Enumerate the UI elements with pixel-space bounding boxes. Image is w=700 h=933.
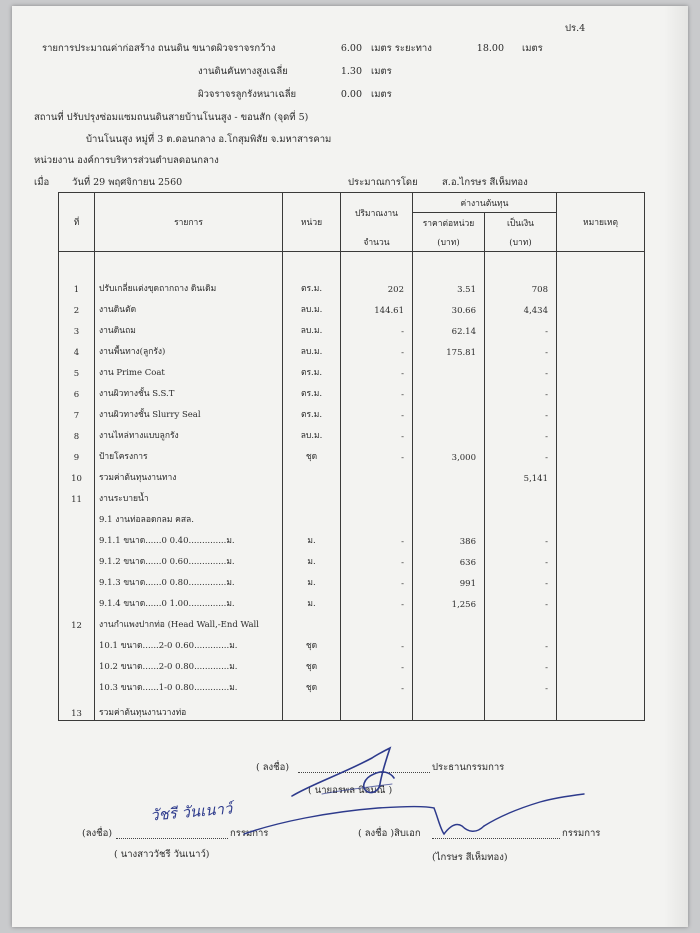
row-unit-price — [413, 359, 485, 380]
table-row — [59, 464, 645, 485]
page-number: ปร.4 — [565, 23, 586, 34]
row-quantity — [341, 464, 413, 485]
right-sign-label: ( ลงชื่อ )สิบเอก — [358, 828, 421, 839]
row-amount: - — [485, 443, 557, 464]
row-number — [59, 674, 95, 695]
right-role: กรรมการ — [562, 828, 601, 839]
row-quantity — [341, 611, 413, 632]
row-unit — [283, 506, 341, 527]
row-remark — [557, 380, 645, 401]
row-number — [59, 548, 95, 569]
row-amount: - — [485, 359, 557, 380]
row-quantity: - — [341, 359, 413, 380]
table-row — [59, 296, 645, 317]
row-quantity: - — [341, 380, 413, 401]
header-item: รายการ — [95, 193, 283, 252]
table-row — [59, 443, 645, 464]
table-row — [59, 380, 645, 401]
left-sign-line — [116, 838, 228, 839]
header-line2-label: งานดินคันทางสูงเฉลี่ย — [198, 66, 288, 77]
road-width-unit: เมตร ระยะทาง — [371, 43, 432, 54]
embankment-unit: เมตร — [371, 66, 392, 77]
table-row — [59, 569, 645, 590]
table-row — [59, 611, 645, 632]
road-width: 6.00 — [340, 43, 362, 54]
row-amount — [485, 506, 557, 527]
row-unit: ตร.ม. — [283, 401, 341, 422]
row-number — [59, 653, 95, 674]
row-number — [59, 506, 95, 527]
row-remark — [557, 401, 645, 422]
row-unit: ชุด — [283, 653, 341, 674]
row-remark — [557, 674, 645, 695]
row-unit: ลบ.ม. — [283, 317, 341, 338]
row-remark — [557, 611, 645, 632]
row-item: 10.2 ขนาด......2-0 0.80.............ม. — [95, 653, 283, 674]
row-amount: - — [485, 338, 557, 359]
project-place: สถานที่ ปรับปรุงซ่อมแซมถนนดินสายบ้านโนนสูง - ขอนสัก (จุดที่ 5) — [34, 112, 309, 123]
table-row — [59, 422, 645, 443]
row-unit-price — [413, 674, 485, 695]
row-remark — [557, 359, 645, 380]
row-unit-price — [413, 506, 485, 527]
chair-role: ประธานกรรมการ — [432, 762, 505, 773]
row-amount: - — [485, 527, 557, 548]
estimate-date: วันที่ 29 พฤศจิกายน 2560 — [72, 177, 183, 188]
row-remark — [557, 653, 645, 674]
row-number: 1 — [59, 275, 95, 296]
row-unit-price: 991 — [413, 569, 485, 590]
row-remark — [557, 338, 645, 359]
row-number: 7 — [59, 401, 95, 422]
laterite-thickness: 0.00 — [340, 89, 362, 100]
row-unit: ม. — [283, 590, 341, 611]
road-length-unit: เมตร — [522, 43, 543, 54]
project-address: บ้านโนนสูง หมู่ที่ 3 ต.ดอนกลาง อ.โกสุมพิสัย จ.มหาสารคาม — [86, 134, 332, 145]
row-remark — [557, 296, 645, 317]
row-unit: ม. — [283, 569, 341, 590]
row-quantity: - — [341, 443, 413, 464]
row-quantity — [341, 695, 413, 721]
row-remark — [557, 317, 645, 338]
row-unit: ลบ.ม. — [283, 422, 341, 443]
row-item: 9.1.2 ขนาด......0 0.60..............ม. — [95, 548, 283, 569]
table-spacer-row — [59, 252, 645, 276]
agency: หน่วยงาน องค์การบริหารส่วนตำบลดอนกลาง — [34, 155, 219, 166]
row-unit-price — [413, 380, 485, 401]
row-unit: ลบ.ม. — [283, 338, 341, 359]
table-row — [59, 548, 645, 569]
row-unit — [283, 485, 341, 506]
row-item: 9.1.1 ขนาด......0 0.40..............ม. — [95, 527, 283, 548]
row-item: รวมค่าต้นทุนงานวางท่อ — [95, 695, 283, 721]
row-amount: - — [485, 317, 557, 338]
row-unit-price — [413, 632, 485, 653]
row-quantity: - — [341, 632, 413, 653]
chair-sign-label: ( ลงชื่อ) — [256, 762, 290, 773]
header-unit-price-sub: (บาท) — [413, 232, 485, 252]
row-number: 13 — [59, 695, 95, 721]
row-unit-price: 62.14 — [413, 317, 485, 338]
row-unit-price: 30.66 — [413, 296, 485, 317]
row-item: งานพื้นทาง(ลูกรัง) — [95, 338, 283, 359]
row-item: 9.1.3 ขนาด......0 0.80..............ม. — [95, 569, 283, 590]
row-number: 9 — [59, 443, 95, 464]
header-cost-group: ค่างานต้นทุน — [413, 193, 557, 213]
row-item: ปรับเกลี่ยแต่งขุดถากถาง ดินเดิม — [95, 275, 283, 296]
row-amount: - — [485, 590, 557, 611]
row-quantity: - — [341, 674, 413, 695]
row-remark — [557, 695, 645, 721]
row-number: 4 — [59, 338, 95, 359]
row-number — [59, 632, 95, 653]
table-row — [59, 338, 645, 359]
row-item: งานไหล่ทางแบบลูกรัง — [95, 422, 283, 443]
row-unit-price: 175.81 — [413, 338, 485, 359]
row-item: 9.1.4 ขนาด......0 1.00..............ม. — [95, 590, 283, 611]
row-item: งานผิวทางชั้น Slurry Seal — [95, 401, 283, 422]
row-remark — [557, 548, 645, 569]
row-amount: - — [485, 380, 557, 401]
cost-table — [58, 192, 645, 721]
header-qty-sub: จำนวน — [341, 232, 413, 252]
table-row — [59, 506, 645, 527]
row-quantity: - — [341, 401, 413, 422]
row-remark — [557, 464, 645, 485]
right-signature-scribble — [238, 792, 601, 842]
header-line3-label: ผิวจราจรลูกรังหนาเฉลี่ย — [198, 89, 297, 100]
row-unit — [283, 464, 341, 485]
table-row — [59, 695, 645, 721]
row-number: 3 — [59, 317, 95, 338]
row-unit: ม. — [283, 527, 341, 548]
table-row — [59, 359, 645, 380]
row-unit-price: 636 — [413, 548, 485, 569]
row-item: 10.3 ขนาด......1-0 0.80.............ม. — [95, 674, 283, 695]
row-amount: - — [485, 653, 557, 674]
row-item: รวมค่าต้นทุนงานทาง — [95, 464, 283, 485]
date-label: เมื่อ — [34, 177, 50, 188]
row-remark — [557, 422, 645, 443]
row-item: งาน Prime Coat — [95, 359, 283, 380]
row-amount — [485, 485, 557, 506]
row-remark — [557, 443, 645, 464]
table-row — [59, 653, 645, 674]
table-row — [59, 485, 645, 506]
row-number: 10 — [59, 464, 95, 485]
row-unit-price — [413, 653, 485, 674]
page-shadow-edge — [664, 6, 688, 927]
header-amount-sub: (บาท) — [485, 232, 557, 252]
row-unit — [283, 695, 341, 721]
row-quantity: 202 — [341, 275, 413, 296]
row-quantity: 144.61 — [341, 296, 413, 317]
row-quantity: - — [341, 653, 413, 674]
row-number: 12 — [59, 611, 95, 632]
table-row — [59, 317, 645, 338]
row-quantity: - — [341, 338, 413, 359]
row-amount: 708 — [485, 275, 557, 296]
row-unit: ตร.ม. — [283, 275, 341, 296]
row-quantity: - — [341, 590, 413, 611]
row-number: 2 — [59, 296, 95, 317]
row-unit-price — [413, 485, 485, 506]
row-item: งานผิวทางชั้น S.S.T — [95, 380, 283, 401]
row-unit-price — [413, 611, 485, 632]
row-amount: - — [485, 632, 557, 653]
table-row — [59, 674, 645, 695]
header-unit-price: ราคาต่อหน่วย — [413, 213, 485, 233]
row-remark — [557, 485, 645, 506]
header-qty: ปริมาณงาน — [341, 193, 413, 233]
row-unit: ม. — [283, 548, 341, 569]
header-no: ที่ — [59, 193, 95, 252]
row-quantity: - — [341, 527, 413, 548]
row-quantity: - — [341, 569, 413, 590]
right-name: (ไกรษร สีเห็มทอง) — [432, 852, 508, 863]
row-unit: ชุด — [283, 632, 341, 653]
row-remark — [557, 632, 645, 653]
row-amount: - — [485, 569, 557, 590]
row-item: งานดินถม — [95, 317, 283, 338]
header-line1-label: รายการประมาณค่าก่อสร้าง ถนนดิน ขนาดผิวจราจรกว้าง — [42, 43, 276, 54]
row-number: 8 — [59, 422, 95, 443]
row-remark — [557, 590, 645, 611]
row-quantity: - — [341, 317, 413, 338]
row-item: งานดินตัด — [95, 296, 283, 317]
row-unit: ชุด — [283, 674, 341, 695]
row-amount — [485, 611, 557, 632]
row-remark — [557, 527, 645, 548]
row-unit-price — [413, 695, 485, 721]
estimator-name: ส.อ.ไกรษร สีเห็มทอง — [442, 177, 528, 188]
row-unit-price: 3,000 — [413, 443, 485, 464]
row-amount: 5,141 — [485, 464, 557, 485]
row-amount — [485, 695, 557, 721]
row-amount: - — [485, 548, 557, 569]
row-item: 9.1 งานท่อลอดกลม คสล. — [95, 506, 283, 527]
row-unit-price: 3.51 — [413, 275, 485, 296]
row-unit-price — [413, 401, 485, 422]
row-amount: - — [485, 422, 557, 443]
row-remark — [557, 275, 645, 296]
row-remark — [557, 506, 645, 527]
row-quantity — [341, 506, 413, 527]
header-amount: เป็นเงิน — [485, 213, 557, 233]
table-row — [59, 590, 645, 611]
table-row — [59, 527, 645, 548]
row-quantity: - — [341, 422, 413, 443]
row-number — [59, 590, 95, 611]
row-amount: - — [485, 401, 557, 422]
row-number: 6 — [59, 380, 95, 401]
table-body — [59, 252, 645, 721]
row-number: 11 — [59, 485, 95, 506]
row-unit-price: 386 — [413, 527, 485, 548]
row-quantity — [341, 485, 413, 506]
row-number — [59, 569, 95, 590]
row-unit: ตร.ม. — [283, 380, 341, 401]
estimator-label: ประมาณการโดย — [348, 177, 418, 188]
chair-name: ( นายอรพล นิลมณี ) — [308, 785, 393, 796]
left-name: ( นางสาววัชรี วันเนาว์) — [114, 849, 210, 860]
row-unit-price — [413, 422, 485, 443]
row-number — [59, 527, 95, 548]
road-length: 18.00 — [476, 43, 504, 54]
table-row — [59, 275, 645, 296]
row-unit: ตร.ม. — [283, 359, 341, 380]
laterite-unit: เมตร — [371, 89, 392, 100]
table-row — [59, 401, 645, 422]
row-item: งานระบายน้ำ — [95, 485, 283, 506]
table-row — [59, 632, 645, 653]
row-unit-price — [413, 464, 485, 485]
row-unit-price: 1,256 — [413, 590, 485, 611]
row-amount: - — [485, 674, 557, 695]
row-quantity: - — [341, 548, 413, 569]
document-page — [12, 6, 688, 927]
row-amount: 4,434 — [485, 296, 557, 317]
row-item: งานกำแพงปากท่อ (Head Wall,-End Wall — [95, 611, 283, 632]
left-sign-label: (ลงชื่อ) — [82, 828, 113, 839]
left-handwritten-signature: วัชรี วันเนาว์ — [149, 799, 233, 825]
row-remark — [557, 569, 645, 590]
embankment-height: 1.30 — [340, 66, 362, 77]
header-remark: หมายเหตุ — [557, 193, 645, 252]
row-item: 10.1 ขนาด......2-0 0.60.............ม. — [95, 632, 283, 653]
row-unit — [283, 611, 341, 632]
left-role: กรรมการ — [230, 828, 269, 839]
header-unit: หน่วย — [283, 193, 341, 252]
row-unit: ลบ.ม. — [283, 296, 341, 317]
row-number: 5 — [59, 359, 95, 380]
row-item: ป้ายโครงการ — [95, 443, 283, 464]
row-unit: ชุด — [283, 443, 341, 464]
